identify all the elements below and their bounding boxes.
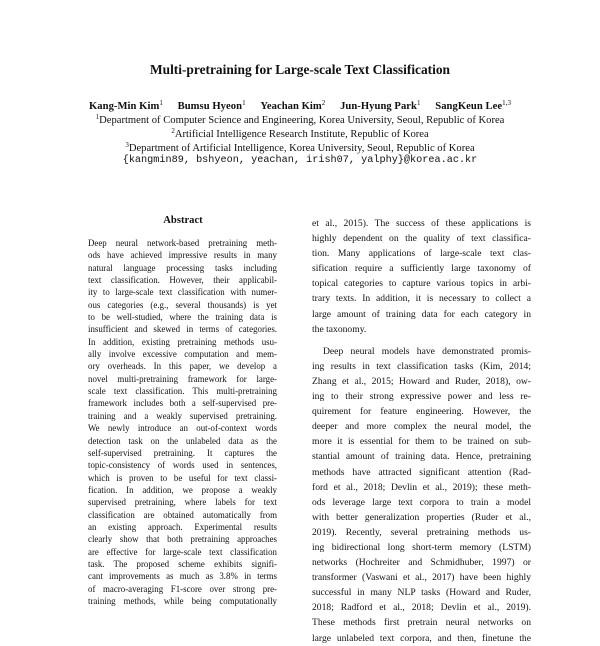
- abstract-heading: Abstract: [163, 215, 203, 226]
- author-5: SangKeun Lee$^{1,3}$: [435, 99, 511, 112]
- abstract-line: text classification. However, their applicabil-: [88, 275, 277, 286]
- abstract-line: of macro-averaging F1-score over strong pre-: [88, 583, 277, 594]
- author-4: Jun-Hyung Park$^1$: [340, 99, 421, 112]
- body-line: stantial amount of training data. Hence, pretraining: [312, 451, 531, 463]
- body-line: methods have attracted significant attention (Rad-: [312, 466, 531, 478]
- abstract-line: which is proven to be useful for text classi-: [88, 472, 277, 483]
- author-2: Bumsu Hyeon$^1$: [177, 99, 246, 112]
- abstract-line: ory overheads. In this paper, we develop a: [88, 361, 277, 372]
- body-line: the taxonomy.: [312, 323, 367, 335]
- abstract-line: ous categories (e.g., several thousands) is yet: [88, 299, 277, 310]
- body-line: highly dependent on the quality of text classifica-: [312, 233, 531, 245]
- abstract-line: novel multi-pretraining framework for large-: [88, 373, 277, 384]
- author-list: [0, 99, 600, 112]
- body-line: Zhang et al., 2015; Howard and Ruder, 2018), ow-: [312, 375, 531, 387]
- paragraph-gap: [312, 337, 531, 344]
- abstract-body: [88, 237, 277, 607]
- body-line: sification require a sufficiently large taxonomy of: [312, 263, 531, 275]
- body-line: et al., 2015). The success of these applications is: [312, 218, 531, 229]
- affiliation-2: $^2$Artificial Intelligence Research Institute, Republic of Korea: [171, 127, 429, 140]
- body-line: ing bidirectional long short-term memory (LSTM): [312, 541, 531, 553]
- abstract-line: framework includes both a self-supervised pre-: [88, 398, 277, 409]
- author-emails: {kangmin89, bshyeon, yeachan, irish07, yalphy}@korea.ac.kr: [122, 155, 478, 166]
- abstract-line: Deep neural network-based pretraining meth-: [88, 238, 277, 248]
- body-line: 2019). Recently, several pretraining methods us-: [312, 526, 531, 538]
- body-line: large unlabeled text corpora, and then, finetune the: [312, 632, 531, 644]
- abstract-line: classification are obtained automatically from: [88, 509, 277, 520]
- abstract-line: are effective for large-scale text classification: [88, 546, 277, 557]
- abstract-line: training methods, while being computationally: [88, 595, 277, 606]
- abstract-line: training and a weakly supervised pretraining.: [88, 410, 277, 421]
- abstract-line: fication. In addition, we propose a weakly: [88, 484, 277, 495]
- affiliation-3: $^3$Department of Artificial Intelligence, Korea University, Seoul, Republic of Korea: [125, 141, 475, 154]
- abstract-line: topic-consistency of words used in sentences,: [88, 460, 277, 471]
- body-line: trary texts. In addition, it is necessary to collect a: [312, 293, 531, 305]
- affiliation-1: $^1$Department of Computer Science and Engineering, Korea University, Seoul, Republic of Korea: [95, 113, 505, 126]
- body-line: ford et al., 2018; Devlin et al., 2019); these meth-: [312, 481, 531, 493]
- abstract-line: an existing approach. Experimental results: [88, 521, 277, 532]
- body-line: quirement for feature engineering. However, the: [312, 406, 531, 418]
- abstract-line: cant improvements as much as 3.8% in terms: [88, 571, 277, 582]
- body-line: more it is essential for them to be trained on sub-: [312, 436, 531, 448]
- body-line: large amount of training data for each category in: [312, 308, 531, 320]
- abstract-line: ity to large-scale text classification with numer-: [88, 287, 277, 298]
- body-line: topical categories to capture various topics in arbi-: [312, 278, 531, 290]
- body-line: These methods first pretrain neural networks on: [312, 617, 531, 629]
- abstract-line: self-supervised pretraining. It captures the: [88, 447, 277, 458]
- abstract-line: insufficient and skewed in terms of categories.: [88, 324, 277, 335]
- abstract-line: ods have achieved impressive results in many: [88, 250, 277, 261]
- body-line: ing results in text classification tasks (Kim, 2014;: [312, 360, 531, 372]
- author-1: Kang-Min Kim$^1$: [89, 99, 163, 112]
- abstract-line: We newly introduce an out-of-context words: [88, 423, 277, 434]
- body-line: with better generalization properties (Ruder et al.,: [312, 511, 531, 523]
- abstract-line: clearly show that both pretraining approaches: [88, 534, 277, 545]
- body-line: transformer (Vaswani et al., 2017) have been highly: [312, 572, 531, 584]
- abstract-line: detection task on the unlabeled data as the: [88, 435, 277, 446]
- abstract-line: In addition, existing pretraining methods usu-: [88, 336, 277, 347]
- body-line: Deep neural models have demonstrated promis-: [323, 345, 531, 357]
- paper-title: Multi-pretraining for Large-scale Text Classification: [149, 62, 451, 77]
- introduction-column: [312, 216, 531, 646]
- body-line: 2018; Radford et al., 2018; Devlin et al., 2019).: [312, 602, 531, 614]
- body-line: ing to their strong expressive power and less re-: [312, 391, 531, 403]
- author-3: Yeachan Kim$^2$: [260, 99, 326, 112]
- abstract-line: natural language processing tasks including: [88, 262, 277, 273]
- abstract-line: supervised pretraining, where labels for text: [88, 497, 277, 508]
- body-line: deeper and more complex the neural model, the: [312, 421, 531, 433]
- abstract-line: scale text classification. This multi-pretraining: [88, 386, 277, 397]
- abstract-line: task. The proposed scheme exhibits signifi-: [88, 558, 277, 569]
- body-line: networks (Hochreiter and Schmidhuber, 1997) or: [312, 557, 531, 569]
- body-line: tion. Many applications of large-scale text clas-: [312, 248, 531, 260]
- body-line: ods leverage large text corpora to train a model: [312, 496, 531, 508]
- abstract-line: to be well-studied, where the training data is: [88, 312, 277, 323]
- body-line: successful in many NLP tasks (Howard and Ruder,: [312, 587, 531, 599]
- abstract-line: ally involve excessive computation and mem-: [88, 349, 277, 360]
